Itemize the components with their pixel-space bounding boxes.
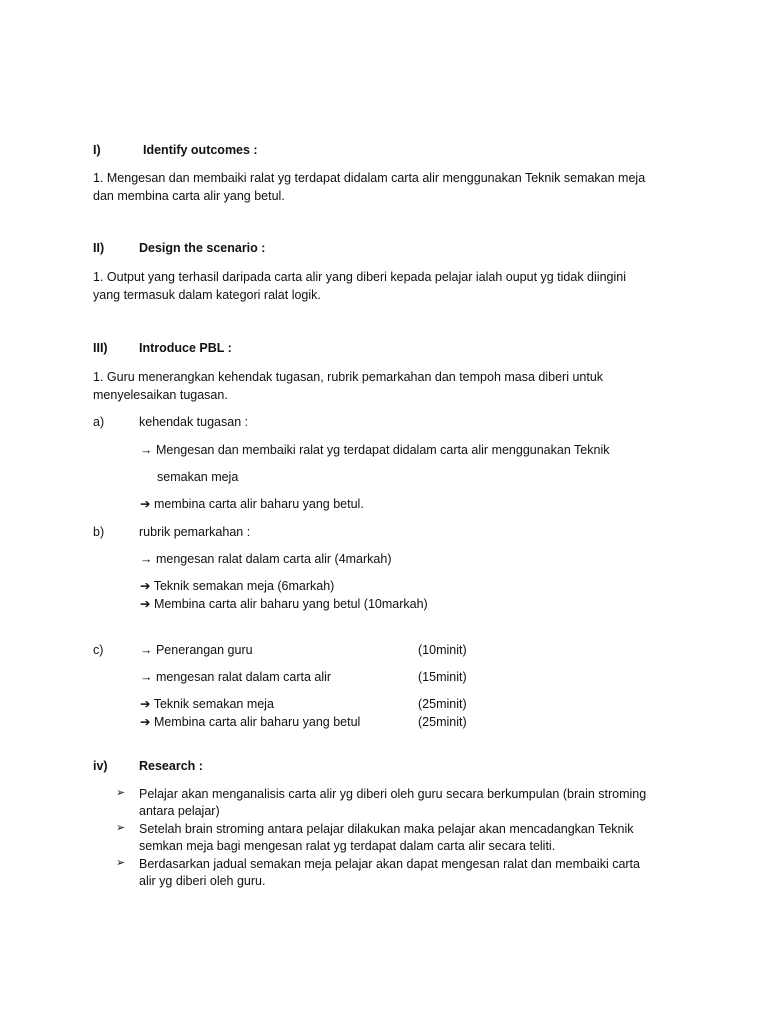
subsection-c-item-label: ➔ Teknik semakan meja xyxy=(140,697,274,711)
section-3-paragraph-line-2: menyelesaikan tugasan. xyxy=(93,388,228,402)
section-4-number: iv) xyxy=(93,759,108,773)
subsection-a-label: a) xyxy=(93,415,105,429)
section-2-paragraph-line-1: 1. Output yang terhasil daripada carta alir yang diberi kepada pelajar ialah ouput yg tidak diingini xyxy=(93,270,626,284)
section-3-title: Introduce PBL : xyxy=(139,341,232,355)
research-item-2-line-2: semkan meja bagi mengesan ralat yg terdapat dalam carta alir secara teliti. xyxy=(139,839,556,853)
subsection-a-item-1-continued: semakan meja xyxy=(157,470,239,484)
section-1-paragraph-line-1: 1. Mengesan dan membaiki ralat yg terdapat didalam carta alir menggunakan Teknik semakan meja xyxy=(93,171,646,185)
section-1-paragraph-line-2: dan membina carta alir yang betul. xyxy=(93,189,285,203)
section-4-title: Research : xyxy=(139,759,203,773)
section-3-number: III) xyxy=(93,341,108,355)
subsection-c-item-time: (25minit) xyxy=(418,715,467,729)
section-1-title: Identify outcomes : xyxy=(143,143,258,157)
subsection-b-item-1: → mengesan ralat dalam carta alir (4markah) xyxy=(140,552,392,566)
subsection-a-item-2: ➔ membina carta alir baharu yang betul. xyxy=(140,497,364,511)
section-1-number: I) xyxy=(93,143,101,157)
subsection-b-item-3: ➔ Membina carta alir baharu yang betul (10markah) xyxy=(140,597,428,611)
subsection-b-item-2: ➔ Teknik semakan meja (6markah) xyxy=(140,579,335,593)
subsection-a-item-1: → Mengesan dan membaiki ralat yg terdapat didalam carta alir menggunakan Teknik xyxy=(140,443,610,457)
subsection-c-label: c) xyxy=(93,643,104,657)
research-item-3-line-2: alir yg diberi oleh guru. xyxy=(139,874,266,888)
subsection-c-item-label: → Penerangan guru xyxy=(140,643,253,657)
research-item-2-line-1: Setelah brain stroming antara pelajar dilakukan maka pelajar akan mencadangkan Teknik xyxy=(139,822,634,836)
bullet-icon: ➢ xyxy=(116,787,126,799)
subsection-c-item-time: (25minit) xyxy=(418,697,467,711)
subsection-c-item-time: (10minit) xyxy=(418,643,467,657)
subsection-c-item-label: ➔ Membina carta alir baharu yang betul xyxy=(140,715,361,729)
research-item-3-line-1: Berdasarkan jadual semakan meja pelajar akan dapat mengesan ralat dan membaiki carta xyxy=(139,857,640,871)
subsection-c-item-time: (15minit) xyxy=(418,670,467,684)
bullet-icon: ➢ xyxy=(116,822,126,834)
subsection-c-item-label: → mengesan ralat dalam carta alir xyxy=(140,670,332,684)
subsection-b-label: b) xyxy=(93,525,105,539)
research-item-1-line-2: antara pelajar) xyxy=(139,804,220,818)
section-3-paragraph-line-1: 1. Guru menerangkan kehendak tugasan, rubrik pemarkahan dan tempoh masa diberi untuk xyxy=(93,370,604,384)
section-2-paragraph-line-2: yang termasuk dalam kategori ralat logik. xyxy=(93,288,321,302)
bullet-icon: ➢ xyxy=(116,857,126,869)
subsection-a-title: kehendak tugasan : xyxy=(139,415,249,429)
section-2-number: II) xyxy=(93,241,105,255)
research-item-1-line-1: Pelajar akan menganalisis carta alir yg diberi oleh guru secara berkumpulan (brain stroming xyxy=(139,787,647,801)
section-2-title: Design the scenario : xyxy=(139,241,266,255)
subsection-b-title: rubrik pemarkahan : xyxy=(139,525,251,539)
